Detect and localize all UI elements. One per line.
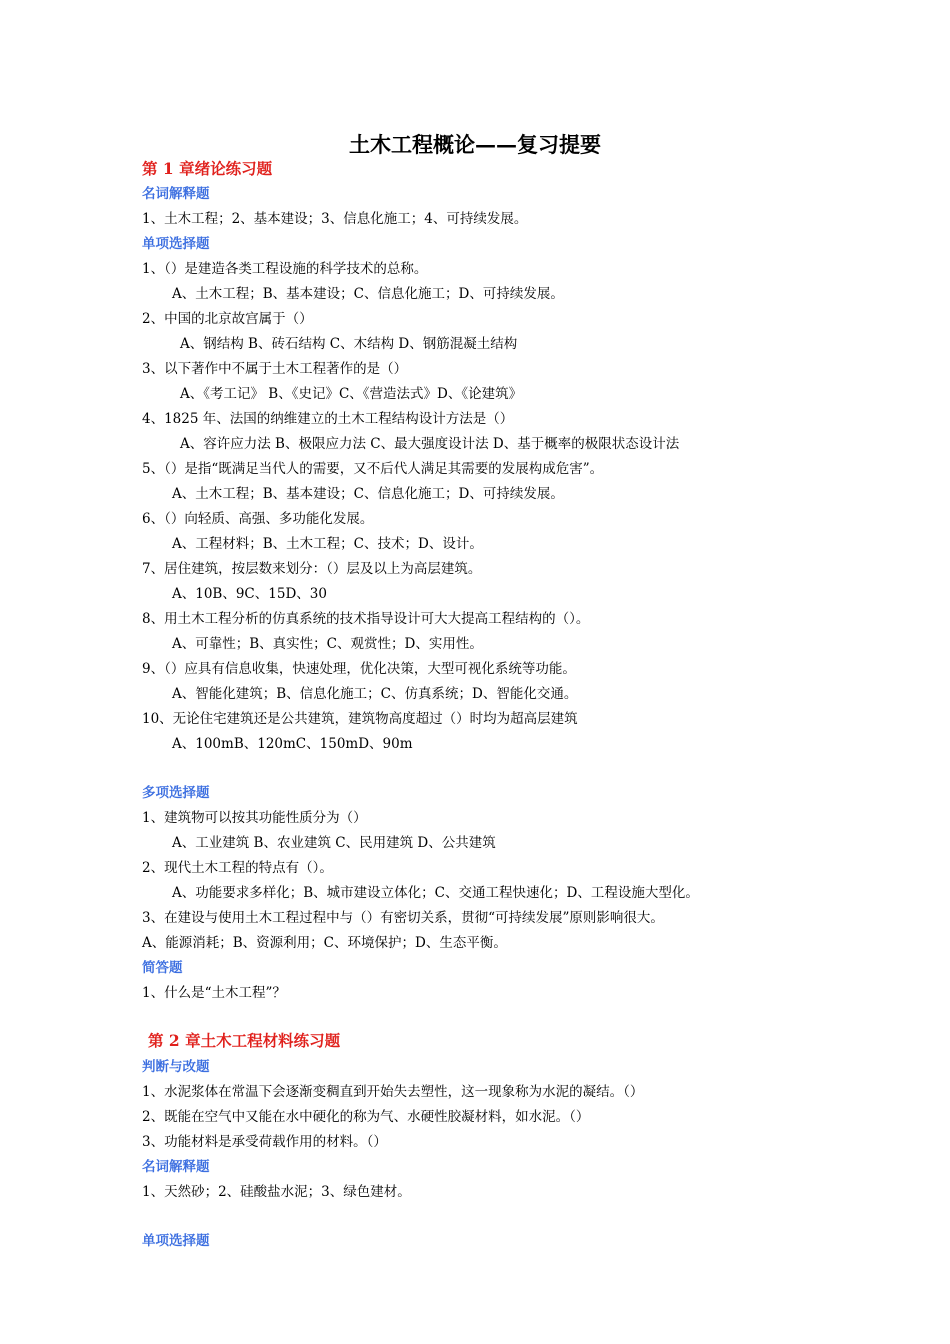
answer-options: A、工程材料；B、土木工程；C、技术；D、设计。 xyxy=(172,536,483,552)
question: 9、（）应具有信息收集，快速处理，优化决策，大型可视化系统等功能。 xyxy=(142,661,576,677)
question: 5、（）是指“既满足当代人的需要，又不后代人满足其需要的发展构成危害”。 xyxy=(142,461,604,477)
section-single-choice-heading: 单项选择题 xyxy=(142,236,210,252)
chapter-2-heading: 第 2 章土木工程材料练习题 xyxy=(148,1031,341,1050)
question: 10、无论住宅建筑还是公共建筑，建筑物高度超过（）时均为超高层建筑 xyxy=(142,711,578,727)
question: 1、水泥浆体在常温下会逐渐变稠直到开始失去塑性，这一现象称为水泥的凝结。（） xyxy=(142,1084,644,1100)
question: 8、用土木工程分析的仿真系统的技术指导设计可大大提高工程结构的（）。 xyxy=(142,611,590,627)
question: 6、（）向轻质、高强、多功能化发展。 xyxy=(142,511,374,527)
question: 4、1825 年、法国的纳维建立的土木工程结构设计方法是（） xyxy=(142,411,514,427)
question: 3、功能材料是承受荷载作用的材料。（） xyxy=(142,1134,387,1150)
terms-list: 1、土木工程；2、基本建设；3、信息化施工；4、可持续发展。 xyxy=(142,211,528,227)
section-terms-heading: 名词解释题 xyxy=(142,186,210,202)
answer-options: A、10B、9C、15D、30 xyxy=(172,586,327,602)
chapter-1-heading: 第 1 章绪论练习题 xyxy=(142,159,273,178)
terms-list: 1、天然砂；2、硅酸盐水泥；3、绿色建材。 xyxy=(142,1184,411,1200)
section-terms-heading: 名词解释题 xyxy=(142,1159,210,1175)
answer-options: A、能源消耗；B、资源利用；C、环境保护；D、生态平衡。 xyxy=(142,935,507,951)
question: 2、既能在空气中又能在水中硬化的称为气、水硬性胶凝材料，如水泥。（） xyxy=(142,1109,590,1125)
answer-options: A、功能要求多样化；B、城市建设立体化；C、交通工程快速化；D、工程设施大型化。 xyxy=(172,885,699,901)
answer-options: A、土木工程；B、基本建设；C、信息化施工；D、可持续发展。 xyxy=(172,286,564,302)
question: 1、建筑物可以按其功能性质分为（） xyxy=(142,810,367,826)
answer-options: A、《考工记》 B、《史记》C、《营造法式》D、《论建筑》 xyxy=(180,386,523,402)
question: 3、以下著作中不属于土木工程著作的是（） xyxy=(142,361,408,377)
question: 3、在建设与使用土木工程过程中与（）有密切关系，贯彻“可持续发展”原则影响很大。 xyxy=(142,910,664,926)
question: 7、居住建筑，按层数来划分：（）层及以上为高层建筑。 xyxy=(142,561,482,577)
answer-options: A、容许应力法 B、极限应力法 C、最大强度设计法 D、基于概率的极限状态设计法 xyxy=(180,436,680,452)
section-multi-choice-heading: 多项选择题 xyxy=(142,785,210,801)
question: 1、什么是“土木工程”？ xyxy=(142,985,286,1001)
answer-options: A、100mB、120mC、150mD、90m xyxy=(172,736,413,752)
section-short-answer-heading: 简答题 xyxy=(142,960,183,976)
page-title: 土木工程概论——复习提要 xyxy=(349,132,601,157)
question: 2、中国的北京故宫属于（） xyxy=(142,311,313,327)
answer-options: A、智能化建筑；B、信息化施工；C、仿真系统；D、智能化交通。 xyxy=(172,686,578,702)
section-single-choice-heading: 单项选择题 xyxy=(142,1233,210,1249)
question: 1、（）是建造各类工程设施的科学技术的总称。 xyxy=(142,261,428,277)
answer-options: A、工业建筑 B、农业建筑 C、民用建筑 D、公共建筑 xyxy=(172,835,496,851)
answer-options: A、土木工程；B、基本建设；C、信息化施工；D、可持续发展。 xyxy=(172,486,564,502)
answer-options: A、钢结构 B、砖石结构 C、木结构 D、钢筋混凝土结构 xyxy=(180,336,518,352)
question: 2、现代土木工程的特点有（）。 xyxy=(142,860,333,876)
answer-options: A、可靠性；B、真实性；C、观赏性；D、实用性。 xyxy=(172,636,483,652)
section-judge-heading: 判断与改题 xyxy=(142,1059,210,1075)
